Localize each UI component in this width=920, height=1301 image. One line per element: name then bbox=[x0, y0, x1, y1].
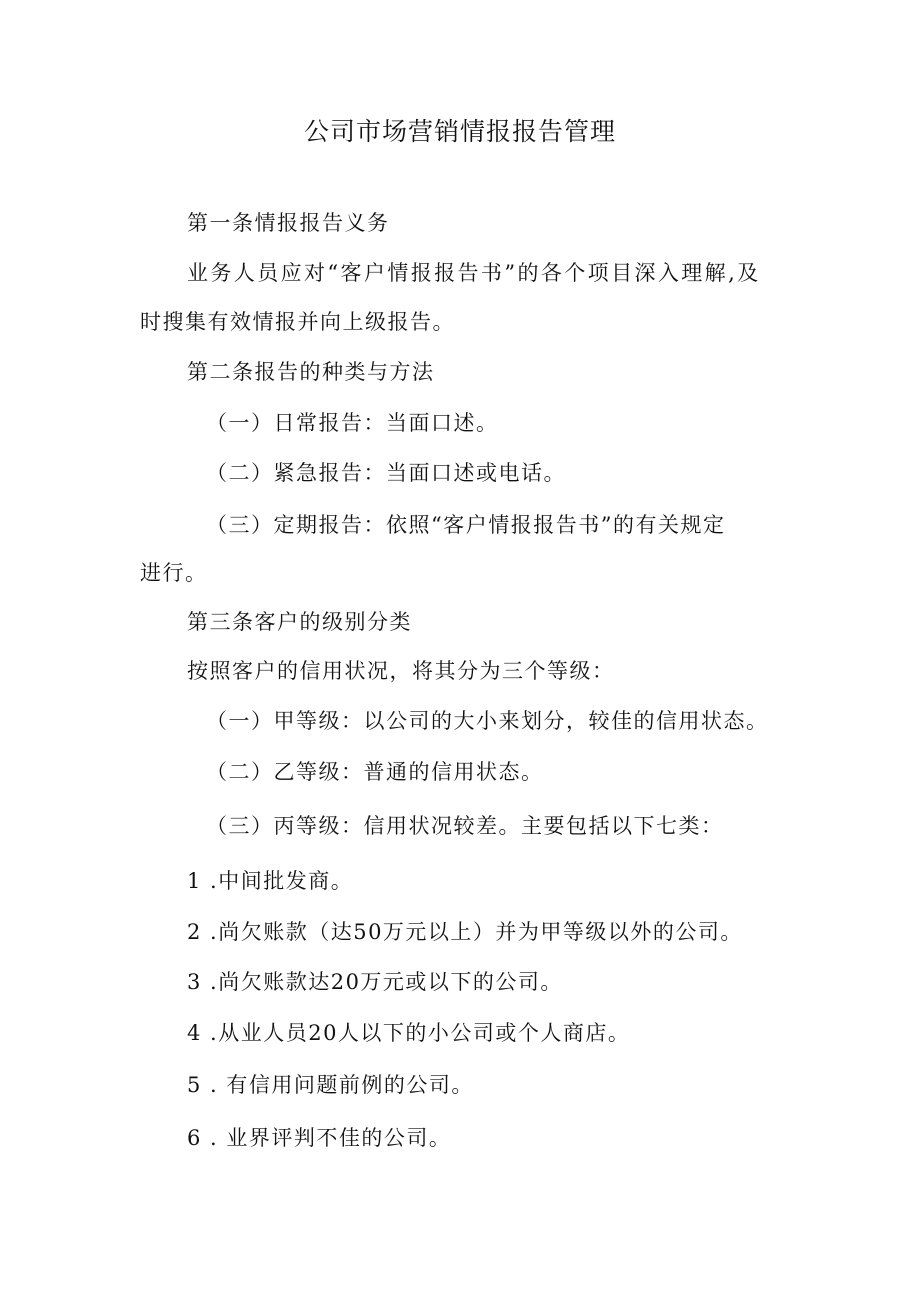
article-1-heading: 第一条情报报告义务 bbox=[187, 211, 390, 235]
article-3-heading: 第三条客户的级别分类 bbox=[187, 610, 412, 634]
list-item-5: 5 . 有信用问题前例的公司。 bbox=[187, 1073, 474, 1097]
classification-intro: 按照客户的信用状况，将其分为三个等级： bbox=[187, 659, 615, 683]
list-item-3: 3 .尚欠账款达20万元或以下的公司。 bbox=[187, 970, 563, 994]
list-item-4: 4 .从业人员20人以下的小公司或个人商店。 bbox=[187, 1021, 631, 1045]
report-type-periodic-line-1: （三）定期报告：依照“客户情报报告书”的有关规定 bbox=[206, 513, 726, 537]
grade-b: （二）乙等级：普通的信用状态。 bbox=[206, 760, 544, 784]
list-item-6: 6 . 业界评判不佳的公司。 bbox=[187, 1126, 452, 1150]
grade-a: （一）甲等级：以公司的大小来划分，较佳的信用状态。 bbox=[206, 709, 769, 733]
article-2-heading: 第二条报告的种类与方法 bbox=[187, 360, 435, 384]
grade-c: （三）丙等级：信用状况较差。主要包括以下七类： bbox=[206, 814, 724, 838]
list-item-2: 2 .尚欠账款（达50万元以上）并为甲等级以外的公司。 bbox=[187, 920, 743, 944]
document-title: 公司市场营销情报报告管理 bbox=[303, 117, 616, 146]
report-type-daily: （一）日常报告：当面口述。 bbox=[206, 411, 499, 435]
report-type-periodic-line-2: 进行。 bbox=[140, 561, 208, 585]
article-1-paragraph-line-2: 时搜集有效情报并向上级报告。 bbox=[140, 310, 455, 334]
list-item-1: 1 .中间批发商。 bbox=[187, 869, 354, 893]
report-type-urgent: （二）紧急报告：当面口述或电话。 bbox=[206, 461, 566, 485]
article-1-paragraph-line-1: 业务人员应对“客户情报报告书”的各个项目深入理解,及 bbox=[187, 261, 761, 285]
